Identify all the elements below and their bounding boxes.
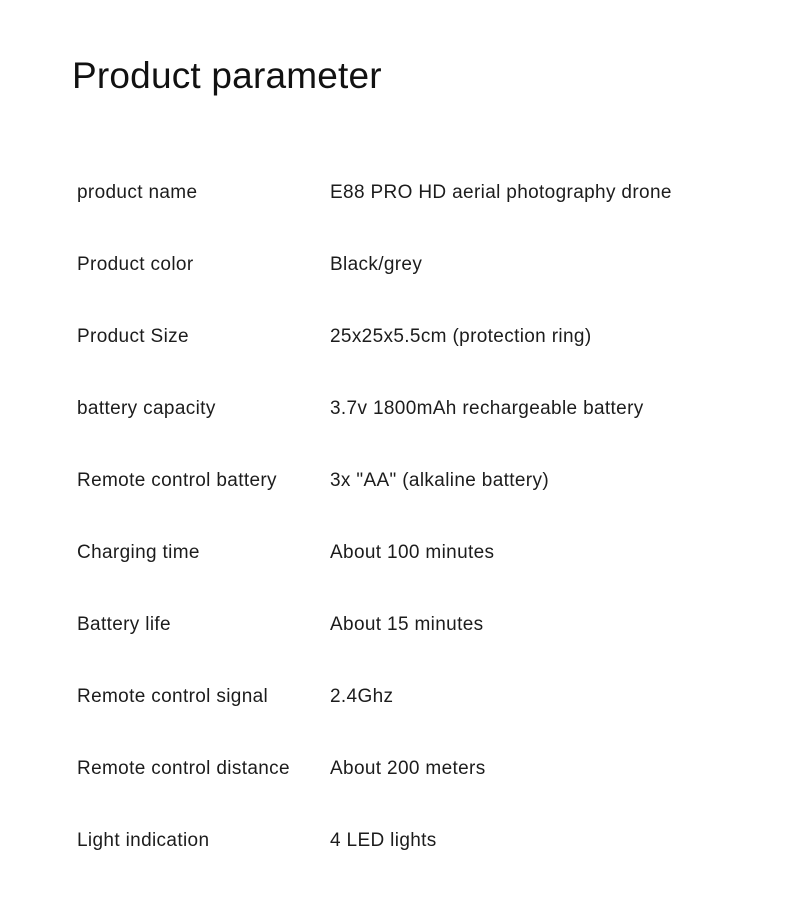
param-row-battery-capacity [77,388,757,460]
param-label: Light indication [77,830,210,851]
page-title: Product parameter [72,55,382,96]
param-value: 25x25x5.5cm (protection ring) [330,326,592,347]
param-row-product-color [77,244,757,316]
param-label: Product color [77,254,194,275]
param-value: 4 LED lights [330,830,437,851]
param-value: 3.7v 1800mAh rechargeable battery [330,398,644,419]
param-row-remote-control-battery [77,460,757,532]
param-value: About 15 minutes [330,614,484,635]
param-row-battery-life [77,604,757,676]
param-value: About 100 minutes [330,542,495,563]
param-row-product-name [77,172,757,244]
param-row-remote-control-signal [77,676,757,748]
param-value: E88 PRO HD aerial photography drone [330,182,672,203]
param-row-light-indication [77,820,757,892]
param-label: Remote control signal [77,686,269,707]
param-label: Remote control distance [77,758,290,779]
parameter-table [77,172,757,892]
param-label: Battery life [77,614,171,635]
param-value: Black/grey [330,254,423,275]
param-label: Charging time [77,542,200,563]
param-row-product-size [77,316,757,388]
param-label: battery capacity [77,398,216,419]
param-value: About 200 meters [330,758,486,779]
param-value: 3x "AA" (alkaline battery) [330,470,550,491]
param-row-remote-control-distance [77,748,757,820]
param-value: 2.4Ghz [330,686,394,707]
param-row-charging-time [77,532,757,604]
param-label: Product Size [77,326,189,347]
param-label: Remote control battery [77,470,277,491]
param-label: product name [77,182,198,203]
